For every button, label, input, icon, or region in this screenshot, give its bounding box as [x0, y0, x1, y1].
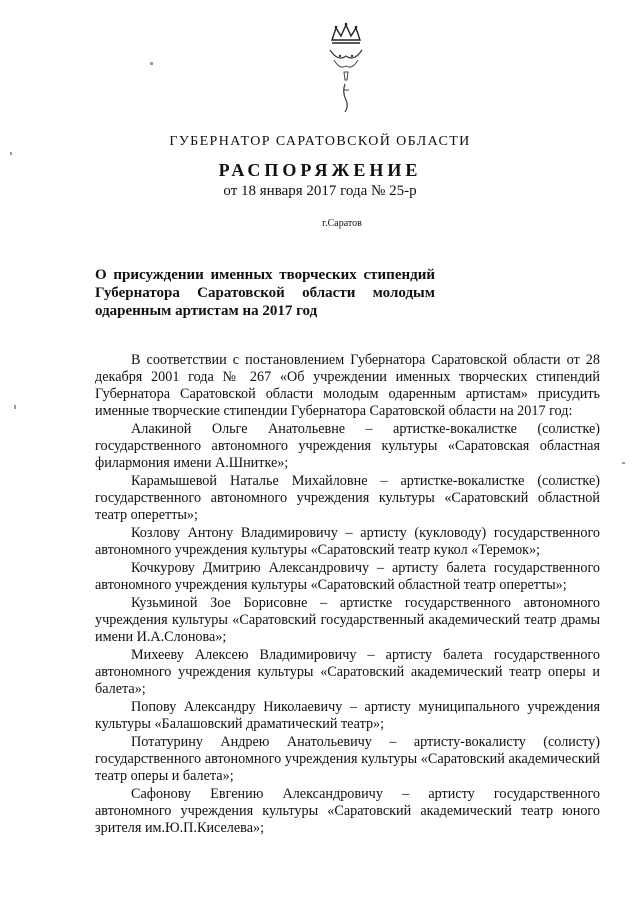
document-type-title: РАСПОРЯЖЕНИЕ	[218, 160, 422, 180]
stipend-entry: Михееву Алексею Владимировичу – артисту балета государственного автономного учреждения культуры «Саратовский академический театр оперы и балета»;	[95, 647, 600, 697]
stipend-entry: Кочкурову Дмитрию Александровичу – артисту балета государственного автономного учреждения культуры «Саратовский областной театр оперетты»;	[95, 560, 600, 593]
coat-of-arms-emblem	[318, 20, 374, 116]
stipend-entry: Сафонову Евгению Александровичу – артисту государственного автономного учреждения культуры «Саратовский академический театр юного зрителя им.Ю.П.Киселева»;	[95, 786, 600, 836]
scan-speck	[622, 462, 625, 464]
intro-paragraph: В соответствии с постановлением Губернатора Саратовской области от 28 декабря 2001 года № 267 «Об учреждении именных творческих стипендий Губернатора Саратовской области молодым одаренным артистам» присудить именные творческие стипендии Губернатора Саратовской области на 2017 год:	[95, 352, 600, 419]
stipend-entry: Потатурину Андрею Анатольевичу – артисту-вокалисту (солисту) государственного автономного учреждения культуры «Саратовский академический театр оперы и балета»;	[95, 734, 600, 784]
document-date-number: от 18 января 2017 года № 25-р	[223, 183, 417, 199]
stipend-entry: Алакиной Ольге Анатольевне – артистке-вокалистке (солистке) государственного автономного учреждения культуры «Саратовская областная филармония имени А.Шнитке»;	[95, 421, 600, 471]
scan-speck	[14, 405, 16, 409]
document-subject: О присуждении именных творческих стипендий Губернатора Саратовской области молодым одаренным артистам на 2017 год	[95, 267, 435, 319]
scan-speck	[10, 152, 12, 155]
city-label: г.Саратов	[322, 218, 362, 229]
stipend-entry: Кузьминой Зое Борисовне – артистке государственного автономного учреждения культуры «Саратовский государственный академический театр драмы имени И.А.Слонова»;	[95, 595, 600, 645]
issuer-heading: ГУБЕРНАТОР САРАТОВСКОЙ ОБЛАСТИ	[169, 134, 471, 149]
stipend-entry: Попову Александру Николаевичу – артисту муниципального учреждения культуры «Балашовский драматический театр»;	[95, 699, 600, 732]
scan-speck	[150, 62, 153, 65]
stipend-entry: Карамышевой Наталье Михайловне – артистке-вокалистке (солистке) государственного автономного учреждения культуры «Саратовский областной театр оперетты»;	[95, 473, 600, 523]
stipend-entry: Козлову Антону Владимировичу – артисту (кукловоду) государственного автономного учреждения культуры «Саратовский театр кукол «Теремок»;	[95, 525, 600, 558]
document-body	[95, 352, 600, 837]
